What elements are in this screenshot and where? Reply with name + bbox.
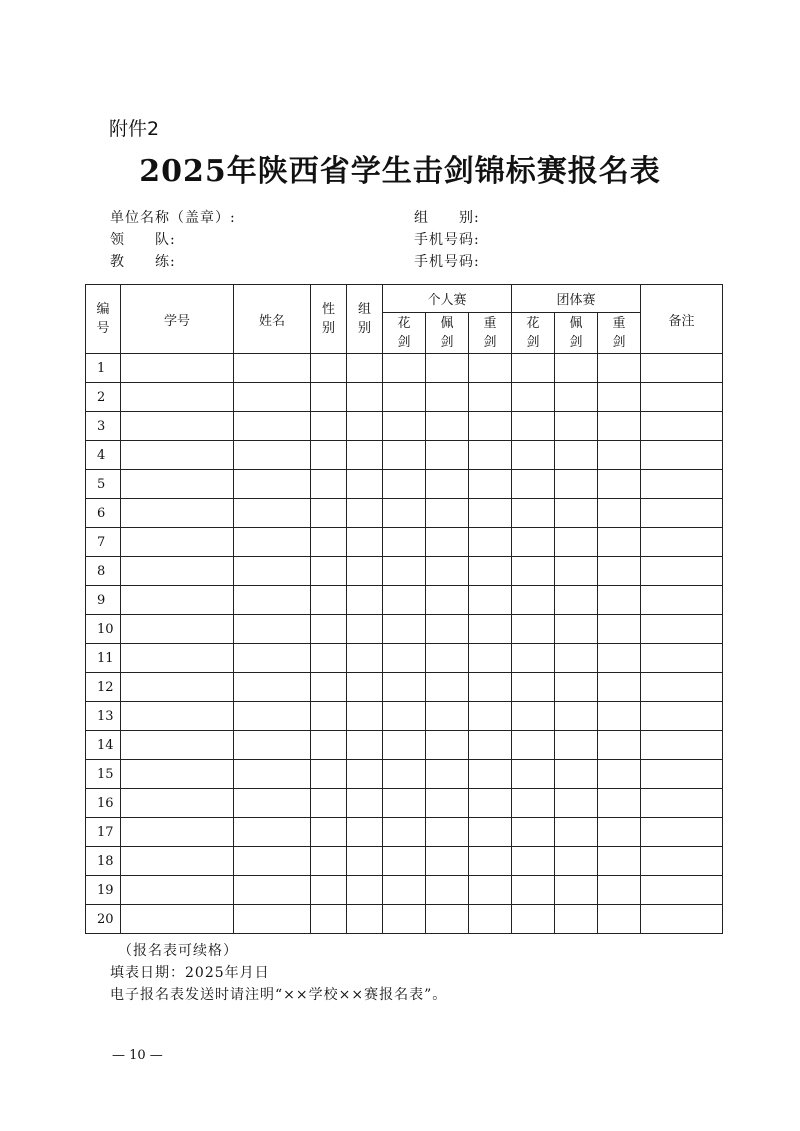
entry-cell[interactable] [641,383,723,412]
entry-cell[interactable] [383,644,426,673]
entry-cell[interactable] [426,586,469,615]
entry-cell[interactable] [512,876,555,905]
note-fill-date: 填表日期：2025年月日 [110,965,270,981]
row-number: 5 [86,470,121,499]
entry-cell[interactable] [426,760,469,789]
entry-cell[interactable] [555,876,598,905]
header-team-foil: 花剑 [512,313,555,354]
form-title: 2025年陕西省学生击剑锦标赛报名表 [139,154,661,189]
entry-cell[interactable] [469,615,512,644]
entry-cell[interactable] [469,557,512,586]
entry-cell[interactable] [383,731,426,760]
entry-cell[interactable] [311,470,347,499]
entry-cell[interactable] [641,876,723,905]
entry-cell[interactable] [426,412,469,441]
row-number: 2 [86,383,121,412]
entry-cell[interactable] [383,673,426,702]
entry-cell[interactable] [426,557,469,586]
entry-cell[interactable] [555,412,598,441]
table-body [86,354,723,934]
entry-cell[interactable] [383,470,426,499]
entry-cell[interactable] [426,354,469,383]
entry-cell[interactable] [234,615,311,644]
entry-cell[interactable] [347,789,383,818]
entry-cell[interactable] [598,441,641,470]
entry-cell[interactable] [426,499,469,528]
entry-cell[interactable] [311,412,347,441]
entry-cell[interactable] [426,905,469,934]
entry-cell[interactable] [426,528,469,557]
entry-cell[interactable] [598,789,641,818]
header-group: 组别 [347,285,383,354]
entry-cell[interactable] [641,586,723,615]
header-gender: 性别 [311,285,347,354]
row-number: 19 [86,876,121,905]
entry-cell[interactable] [234,557,311,586]
entry-cell[interactable] [383,499,426,528]
entry-cell[interactable] [311,615,347,644]
entry-cell[interactable] [641,731,723,760]
entry-cell[interactable] [311,905,347,934]
entry-cell[interactable] [234,354,311,383]
entry-cell[interactable] [469,412,512,441]
entry-cell[interactable] [598,412,641,441]
entry-cell[interactable] [512,702,555,731]
entry-cell[interactable] [311,789,347,818]
entry-cell[interactable] [121,876,234,905]
table-row [86,354,723,383]
table-row [86,586,723,615]
entry-cell[interactable] [311,818,347,847]
entry-cell[interactable] [234,586,311,615]
row-number: 6 [86,499,121,528]
row-number: 7 [86,528,121,557]
entry-cell[interactable] [121,354,234,383]
entry-cell[interactable] [641,354,723,383]
header-student-id: 学号 [121,285,234,354]
row-number: 20 [86,905,121,934]
entry-cell[interactable] [383,354,426,383]
entry-cell[interactable] [598,557,641,586]
header-individual: 个人赛 [383,285,512,313]
entry-cell[interactable] [234,876,311,905]
entry-cell[interactable] [555,615,598,644]
entry-cell[interactable] [555,731,598,760]
entry-cell[interactable] [347,470,383,499]
entry-cell[interactable] [641,760,723,789]
entry-cell[interactable] [311,644,347,673]
entry-cell[interactable] [121,528,234,557]
entry-cell[interactable] [426,789,469,818]
entry-cell[interactable] [555,905,598,934]
entry-cell[interactable] [641,441,723,470]
entry-cell[interactable] [234,731,311,760]
entry-cell[interactable] [598,731,641,760]
table-row [86,644,723,673]
page-number: — 10 — [112,1048,163,1063]
entry-cell[interactable] [311,383,347,412]
entry-cell[interactable] [383,876,426,905]
entry-cell[interactable] [512,789,555,818]
entry-cell[interactable] [598,499,641,528]
entry-cell[interactable] [512,615,555,644]
entry-cell[interactable] [347,528,383,557]
entry-cell[interactable] [311,499,347,528]
entry-cell[interactable] [383,760,426,789]
entry-cell[interactable] [598,905,641,934]
entry-cell[interactable] [347,702,383,731]
entry-cell[interactable] [383,847,426,876]
entry-cell[interactable] [121,731,234,760]
entry-cell[interactable] [347,673,383,702]
info-left-block [110,207,236,273]
header-team-sabre: 佩剑 [555,313,598,354]
entry-cell[interactable] [121,586,234,615]
entry-cell[interactable] [512,412,555,441]
entry-cell[interactable] [512,557,555,586]
header-individual-foil: 花剑 [383,313,426,354]
entry-cell[interactable] [641,470,723,499]
entry-cell[interactable] [512,528,555,557]
row-number: 15 [86,760,121,789]
entry-cell[interactable] [469,441,512,470]
entry-cell[interactable] [426,383,469,412]
entry-cell[interactable] [121,818,234,847]
entry-cell[interactable] [469,354,512,383]
row-number: 3 [86,412,121,441]
entry-cell[interactable] [598,847,641,876]
entry-cell[interactable] [347,412,383,441]
entry-cell[interactable] [121,644,234,673]
entry-cell[interactable] [598,586,641,615]
entry-cell[interactable] [311,876,347,905]
entry-cell[interactable] [555,673,598,702]
entry-cell[interactable] [234,528,311,557]
entry-cell[interactable] [383,789,426,818]
entry-cell[interactable] [383,441,426,470]
entry-cell[interactable] [469,499,512,528]
entry-cell[interactable] [469,586,512,615]
entry-cell[interactable] [512,760,555,789]
entry-cell[interactable] [234,760,311,789]
row-number: 16 [86,789,121,818]
entry-cell[interactable] [426,644,469,673]
table-row [86,789,723,818]
entry-cell[interactable] [383,818,426,847]
entry-cell[interactable] [234,673,311,702]
entry-cell[interactable] [426,702,469,731]
entry-cell[interactable] [426,470,469,499]
entry-cell[interactable] [347,818,383,847]
entry-cell[interactable] [347,586,383,615]
table-row [86,441,723,470]
entry-cell[interactable] [641,499,723,528]
entry-cell[interactable] [469,760,512,789]
entry-cell[interactable] [311,557,347,586]
entry-cell[interactable] [426,847,469,876]
entry-cell[interactable] [311,586,347,615]
entry-cell[interactable] [512,644,555,673]
entry-cell[interactable] [641,702,723,731]
coach-phone-label: 手机号码: [414,254,480,270]
entry-cell[interactable] [347,644,383,673]
entry-cell[interactable] [555,818,598,847]
entry-cell[interactable] [121,383,234,412]
entry-cell[interactable] [234,905,311,934]
entry-cell[interactable] [311,847,347,876]
entry-cell[interactable] [598,876,641,905]
entry-cell[interactable] [383,905,426,934]
header-name: 姓名 [234,285,311,354]
entry-cell[interactable] [512,499,555,528]
entry-cell[interactable] [598,818,641,847]
note-continuation: （报名表可续格） [118,943,238,959]
table-row [86,876,723,905]
entry-cell[interactable] [641,412,723,441]
entry-cell[interactable] [555,644,598,673]
entry-cell[interactable] [121,499,234,528]
row-number: 4 [86,441,121,470]
header-remarks: 备注 [641,285,723,354]
row-number: 9 [86,586,121,615]
registration-table [85,284,723,934]
entry-cell[interactable] [555,789,598,818]
entry-cell[interactable] [555,383,598,412]
row-number: 13 [86,702,121,731]
attachment-label: 附件2 [109,118,160,140]
entry-cell[interactable] [512,673,555,702]
table-row [86,412,723,441]
entry-cell[interactable] [121,412,234,441]
entry-cell[interactable] [641,528,723,557]
entry-cell[interactable] [347,760,383,789]
entry-cell[interactable] [469,731,512,760]
entry-cell[interactable] [347,905,383,934]
entry-cell[interactable] [641,818,723,847]
header-row-1 [86,285,723,313]
entry-cell[interactable] [426,818,469,847]
entry-cell[interactable] [512,586,555,615]
header-team-epee: 重剑 [598,313,641,354]
entry-cell[interactable] [121,905,234,934]
entry-cell[interactable] [121,702,234,731]
entry-cell[interactable] [234,441,311,470]
entry-cell[interactable] [234,847,311,876]
entry-cell[interactable] [347,499,383,528]
entry-cell[interactable] [641,615,723,644]
entry-cell[interactable] [121,470,234,499]
entry-cell[interactable] [383,528,426,557]
entry-cell[interactable] [234,818,311,847]
entry-cell[interactable] [311,673,347,702]
entry-cell[interactable] [512,731,555,760]
notes-block [110,940,447,1006]
table-row [86,731,723,760]
entry-cell[interactable] [641,673,723,702]
entry-cell[interactable] [234,644,311,673]
team-leader-label: 领 队: [110,232,176,248]
row-number: 11 [86,644,121,673]
entry-cell[interactable] [347,557,383,586]
entry-cell[interactable] [469,383,512,412]
entry-cell[interactable] [512,441,555,470]
entry-cell[interactable] [121,441,234,470]
header-individual-sabre: 佩剑 [426,313,469,354]
row-number: 12 [86,673,121,702]
info-right-block [414,207,480,273]
entry-cell[interactable] [512,383,555,412]
entry-cell[interactable] [555,847,598,876]
entry-cell[interactable] [347,383,383,412]
entry-cell[interactable] [555,557,598,586]
entry-cell[interactable] [347,731,383,760]
row-number: 18 [86,847,121,876]
coach-label: 教 练: [110,254,176,270]
entry-cell[interactable] [555,586,598,615]
entry-cell[interactable] [641,905,723,934]
entry-cell[interactable] [598,760,641,789]
entry-cell[interactable] [121,789,234,818]
entry-cell[interactable] [234,702,311,731]
entry-cell[interactable] [512,354,555,383]
entry-cell[interactable] [426,441,469,470]
entry-cell[interactable] [598,383,641,412]
table-row [86,818,723,847]
entry-cell[interactable] [555,528,598,557]
entry-cell[interactable] [347,354,383,383]
table-row [86,702,723,731]
entry-cell[interactable] [598,702,641,731]
entry-cell[interactable] [469,528,512,557]
entry-cell[interactable] [426,731,469,760]
row-number: 10 [86,615,121,644]
entry-cell[interactable] [512,847,555,876]
entry-cell[interactable] [347,615,383,644]
entry-cell[interactable] [641,789,723,818]
entry-cell[interactable] [598,528,641,557]
row-number: 8 [86,557,121,586]
entry-cell[interactable] [426,615,469,644]
entry-cell[interactable] [469,905,512,934]
leader-phone-label: 手机号码: [414,232,480,248]
entry-cell[interactable] [469,789,512,818]
row-number: 14 [86,731,121,760]
entry-cell[interactable] [555,499,598,528]
entry-cell[interactable] [598,470,641,499]
entry-cell[interactable] [234,412,311,441]
entry-cell[interactable] [598,673,641,702]
header-team: 团体赛 [512,285,641,313]
entry-cell[interactable] [311,731,347,760]
entry-cell[interactable] [311,354,347,383]
table-row [86,905,723,934]
entry-cell[interactable] [311,702,347,731]
entry-cell[interactable] [311,760,347,789]
entry-cell[interactable] [383,586,426,615]
entry-cell[interactable] [469,818,512,847]
entry-cell[interactable] [641,847,723,876]
entry-cell[interactable] [512,470,555,499]
entry-cell[interactable] [311,528,347,557]
header-individual-epee: 重剑 [469,313,512,354]
entry-cell[interactable] [234,470,311,499]
entry-cell[interactable] [555,470,598,499]
entry-cell[interactable] [641,557,723,586]
entry-cell[interactable] [347,441,383,470]
entry-cell[interactable] [383,702,426,731]
entry-cell[interactable] [512,818,555,847]
entry-cell[interactable] [121,760,234,789]
entry-cell[interactable] [469,847,512,876]
entry-cell[interactable] [555,702,598,731]
entry-cell[interactable] [469,702,512,731]
table-row [86,528,723,557]
entry-cell[interactable] [555,760,598,789]
entry-cell[interactable] [426,673,469,702]
entry-cell[interactable] [598,644,641,673]
entry-cell[interactable] [347,876,383,905]
table-row [86,847,723,876]
table-row [86,760,723,789]
table-row [86,470,723,499]
entry-cell[interactable] [512,905,555,934]
entry-cell[interactable] [234,789,311,818]
entry-cell[interactable] [641,644,723,673]
entry-cell[interactable] [383,557,426,586]
row-number: 1 [86,354,121,383]
entry-cell[interactable] [426,876,469,905]
header-number: 编号 [86,285,121,354]
table-row [86,615,723,644]
entry-cell[interactable] [383,412,426,441]
unit-name-label: 单位名称（盖章）: [110,210,236,226]
entry-cell[interactable] [121,557,234,586]
entry-cell[interactable] [311,441,347,470]
row-number: 17 [86,818,121,847]
entry-cell[interactable] [383,383,426,412]
entry-cell[interactable] [121,847,234,876]
entry-cell[interactable] [121,615,234,644]
table-row [86,383,723,412]
entry-cell[interactable] [598,354,641,383]
entry-cell[interactable] [469,673,512,702]
entry-cell[interactable] [469,876,512,905]
entry-cell[interactable] [469,644,512,673]
entry-cell[interactable] [598,615,641,644]
entry-cell[interactable] [234,383,311,412]
entry-cell[interactable] [234,499,311,528]
entry-cell[interactable] [555,354,598,383]
entry-cell[interactable] [383,615,426,644]
entry-cell[interactable] [469,470,512,499]
entry-cell[interactable] [347,847,383,876]
note-email-instruction: 电子报名表发送时请注明“××学校××赛报名表”。 [110,987,448,1003]
table-row [86,557,723,586]
table-row [86,673,723,702]
entry-cell[interactable] [555,441,598,470]
table-row [86,499,723,528]
group-label: 组 别: [414,210,480,226]
entry-cell[interactable] [121,673,234,702]
